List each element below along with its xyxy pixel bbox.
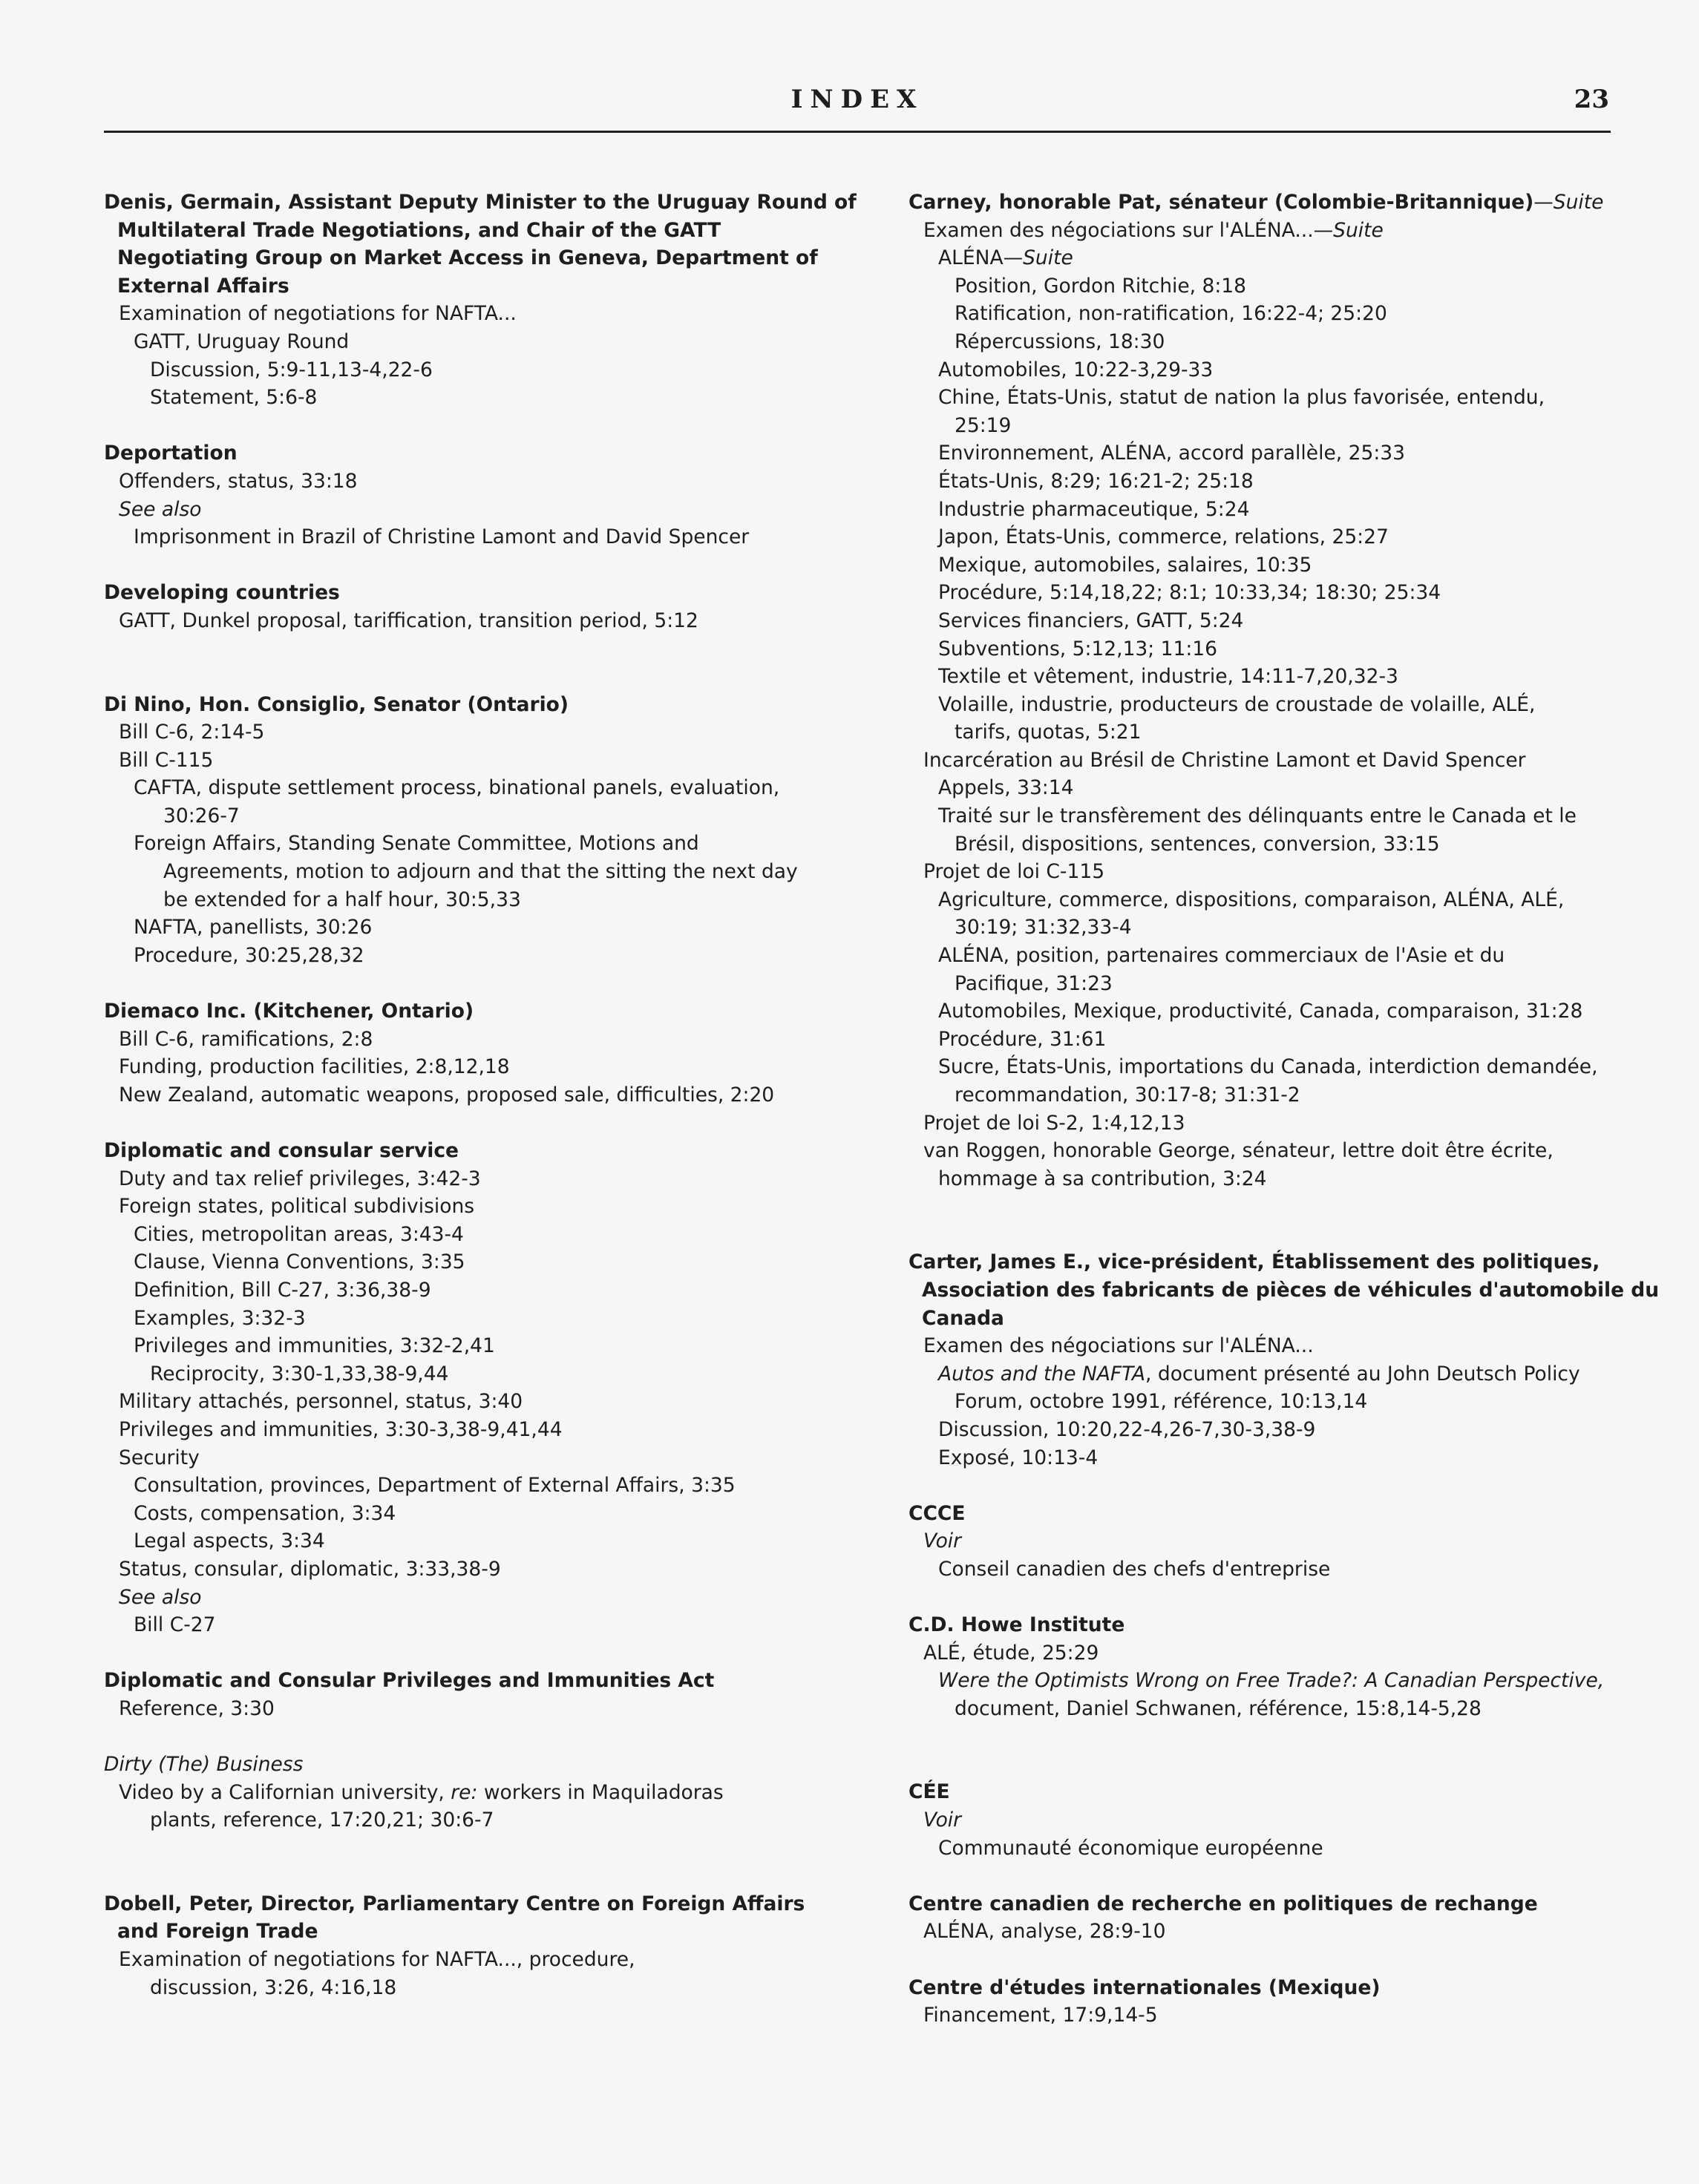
entry-text: Bill C-6, ramifications, 2:8	[119, 1027, 373, 1051]
entry-text: plants, reference, 17:20,21; 30:6-7	[150, 1808, 494, 1832]
entry-text: Industrie pharmaceutique, 5:24	[938, 497, 1250, 521]
entry-text: Reciprocity, 3:30-1,33,38-9,44	[150, 1362, 449, 1386]
entry-text: Brésil, dispositions, sentences, conversion, 33:15	[955, 832, 1440, 856]
entry-text: See also	[119, 497, 202, 521]
entry-text: GATT, Dunkel proposal, tariffication, transition period, 5:12	[119, 609, 698, 632]
entry-text: Military attachés, personnel, status, 3:40	[119, 1390, 523, 1414]
index-subentry	[104, 328, 846, 356]
index-subentry	[104, 1611, 846, 1639]
index-subentry	[909, 1109, 1640, 1138]
entry-text: Centre d'études internationales (Mexique)	[909, 1975, 1381, 1999]
entry-text: Diplomatic and Consular Privileges and Immunities Act	[104, 1669, 715, 1693]
index-heading	[909, 1611, 1640, 1639]
entry-text: Traité sur le transfèrement des délinquants entre le Canada et le	[938, 804, 1577, 828]
entry-text: Funding, production facilities, 2:8,12,18	[119, 1055, 510, 1079]
index-subentry	[909, 802, 1640, 830]
index-subentry	[104, 1053, 846, 1081]
entry-text: NAFTA, panellists, 30:26	[134, 916, 373, 939]
index-heading	[104, 691, 846, 719]
entry-text: Ratification, non-ratification, 16:22-4; 25:20	[955, 302, 1387, 326]
entry-text: Clause, Vienna Conventions, 3:35	[134, 1250, 465, 1274]
entry-text: Japon, États-Unis, commerce, relations, 25:27	[938, 525, 1389, 549]
index-subentry	[909, 635, 1640, 663]
index-subentry	[104, 1360, 846, 1388]
entry-text: Definition, Bill C-27, 3:36,38-9	[134, 1278, 431, 1302]
entry-text: ALÉ, étude, 25:29	[923, 1641, 1099, 1665]
index-subentry	[104, 830, 846, 858]
index-heading	[909, 1890, 1640, 1918]
entry-text: Legal aspects, 3:34	[134, 1529, 325, 1553]
entry-text: Security	[119, 1446, 200, 1469]
index-subentry	[909, 1026, 1640, 1054]
entry-text: Conseil canadien des chefs d'entreprise	[938, 1557, 1331, 1581]
entry-spacer	[104, 1834, 846, 1890]
index-subentry	[909, 858, 1640, 886]
entry-text: Voir	[923, 1529, 962, 1553]
index-subentry	[104, 1555, 846, 1584]
entry-text: Multilateral Trade Negotiations, and Chair of the GATT	[117, 218, 721, 242]
index-subentry	[104, 496, 846, 524]
index-subentry	[104, 1081, 846, 1109]
index-subentry	[909, 328, 1640, 356]
index-subentry	[104, 1332, 846, 1360]
index-subentry	[909, 1137, 1640, 1165]
entry-text: ALÉNA	[938, 246, 1004, 270]
index-subentry	[104, 1388, 846, 1416]
entry-text: tarifs, quotas, 5:21	[955, 721, 1142, 744]
entry-text: Imprisonment in Brazil of Christine Lamont and David Spencer	[134, 525, 750, 549]
entry-text: Costs, compensation, 3:34	[134, 1501, 396, 1525]
entry-text: Agriculture, commerce, dispositions, comparaison, ALÉNA, ALÉ,	[938, 888, 1565, 911]
index-subentry	[909, 1834, 1640, 1863]
entry-spacer	[909, 1862, 1640, 1890]
entry-text: Bill C-6, 2:14-5	[119, 721, 265, 744]
entry-text: Examen des négociations sur l'ALÉNA...	[923, 1334, 1314, 1358]
entry-text: Diplomatic and consular service	[104, 1139, 459, 1162]
index-subentry	[909, 997, 1640, 1026]
index-subentry	[909, 1165, 1640, 1193]
index-heading	[104, 1667, 846, 1695]
entry-text: Textile et vêtement, industrie, 14:11-7,20,32-3	[938, 665, 1398, 689]
index-heading	[909, 1276, 1660, 1305]
index-subentry	[104, 747, 846, 775]
entry-text: Examination of negotiations for NAFTA...	[119, 302, 517, 326]
index-subentry	[909, 272, 1640, 301]
index-subentry	[104, 914, 846, 942]
entry-text: Foreign Affairs, Standing Senate Committee, Motions and	[134, 832, 699, 856]
index-heading	[104, 1918, 846, 1946]
index-subentry	[104, 384, 846, 412]
entry-text: Procédure, 5:14,18,22; 8:1; 10:33,34; 18:30; 25:34	[938, 581, 1441, 605]
entry-spacer	[909, 1472, 1640, 1500]
entry-text: Cities, metropolitan areas, 3:43-4	[134, 1222, 464, 1246]
entry-text: Association des fabricants de pièces de véhicules d'automobile du	[922, 1278, 1660, 1302]
index-subentry	[909, 551, 1640, 580]
index-heading	[104, 272, 846, 301]
entry-text: Dobell, Peter, Director, Parliamentary Centre on Foreign Affairs	[104, 1892, 805, 1915]
index-heading	[909, 1974, 1640, 2002]
entry-text: Statement, 5:6-8	[150, 386, 318, 410]
entry-text: van Roggen, honorable George, sénateur, lettre doit être écrite,	[923, 1139, 1554, 1163]
page-number: 23	[1574, 85, 1609, 114]
index-subentry	[909, 579, 1640, 607]
page-title: INDEX	[790, 85, 924, 114]
entry-text: Environnement, ALÉNA, accord parallèle, 25:33	[938, 442, 1405, 465]
index-subentry	[104, 1584, 846, 1612]
index-subentry: Video by a Californian university, re: workers in Maquiladoras	[119, 1780, 724, 1804]
index-subentry	[104, 468, 846, 496]
index-subentry	[909, 886, 1640, 914]
index-subentry	[909, 718, 1640, 747]
continued-suffix: —Suite	[1313, 218, 1384, 242]
index-subentry	[909, 356, 1640, 384]
index-subentry	[909, 970, 1640, 998]
entry-text: Procedure, 30:25,28,32	[134, 943, 364, 967]
index-heading	[104, 188, 857, 217]
index-heading	[909, 1305, 1640, 1333]
entry-text: Were the Optimists Wrong on Free Trade?: A Canadian Perspective,	[938, 1669, 1605, 1693]
index-heading	[104, 1890, 846, 1918]
index-subentry	[909, 1416, 1640, 1444]
entry-text: Incarcération au Brésil de Christine Lamont et David Spencer	[923, 748, 1526, 772]
entry-text: discussion, 3:26, 4:16,18	[150, 1975, 397, 1999]
entry-spacer	[909, 1946, 1640, 1974]
index-heading	[104, 244, 846, 272]
entry-text: Bill C-27	[134, 1613, 216, 1637]
entry-spacer	[909, 1584, 1640, 1612]
index-subentry	[104, 718, 846, 747]
entry-text: Dirty (The) Business	[104, 1753, 304, 1777]
entry-spacer	[104, 1722, 846, 1751]
entry-text: GATT, Uruguay Round	[134, 329, 350, 353]
index-subentry	[104, 1806, 846, 1834]
entry-text: be extended for a half hour, 30:5,33	[163, 888, 521, 911]
index-subentry	[909, 523, 1640, 551]
index-subentry	[909, 439, 1640, 468]
index-heading	[104, 439, 846, 468]
entry-text: Appels, 33:14	[938, 776, 1074, 800]
index-heading	[909, 188, 1640, 217]
index-heading	[104, 997, 846, 1026]
entry-text: Di Nino, Hon. Consiglio, Senator (Ontario)	[104, 692, 569, 716]
entry-text: Mexique, automobiles, salaires, 10:35	[938, 553, 1312, 577]
entry-text: Reference, 3:30	[119, 1696, 275, 1720]
index-subentry	[909, 1444, 1640, 1472]
entry-text: Denis, Germain, Assistant Deputy Minister to the Uruguay Round of	[104, 191, 857, 214]
entry-text: document, Daniel Schwanen, référence, 15:8,14-5,28	[955, 1696, 1482, 1720]
index-subentry	[909, 300, 1640, 328]
index-subentry	[909, 914, 1640, 942]
entry-text: New Zealand, automatic weapons, proposed sale, difficulties, 2:20	[119, 1083, 775, 1106]
entry-text: 30:19; 31:32,33-4	[955, 916, 1132, 939]
index-subentry	[909, 607, 1640, 635]
entry-text: and Foreign Trade	[117, 1920, 318, 1944]
entry-text: Carney, honorable Pat, sénateur (Colombie-Britannique)	[909, 191, 1534, 214]
index-subentry	[909, 412, 1640, 440]
index-subentry	[104, 1695, 846, 1723]
entry-spacer	[104, 551, 846, 580]
italic-title: Autos and the NAFTA	[938, 1362, 1146, 1386]
entry-text: CCCE	[909, 1501, 966, 1525]
index-heading	[104, 1137, 846, 1165]
index-subentry	[909, 774, 1640, 802]
index-subentry	[909, 830, 1640, 859]
entry-text: Projet de loi S-2, 1:4,12,13	[923, 1111, 1185, 1135]
index-subentry	[104, 1221, 846, 1249]
index-subentry	[909, 942, 1640, 970]
index-subentry	[909, 2001, 1640, 2030]
entry-text: Discussion, 10:20,22-4,26-7,30-3,38-9	[938, 1417, 1316, 1441]
index-subentry	[909, 1918, 1640, 1946]
entry-text: C.D. Howe Institute	[909, 1613, 1125, 1637]
entry-text: Examen des négociations sur l'ALÉNA...	[923, 218, 1314, 242]
entry-text: Automobiles, 10:22-3,29-33	[938, 358, 1214, 381]
entry-text: See also	[119, 1585, 202, 1609]
entry-text: Deportation	[104, 442, 238, 465]
entry-text: ALÉNA, position, partenaires commerciaux de l'Asie et du	[938, 944, 1505, 968]
entry-text: CAFTA, dispute settlement process, binational panels, evaluation,	[134, 776, 780, 800]
entry-text: Pacifique, 31:23	[955, 971, 1113, 995]
entry-text: Position, Gordon Ritchie, 8:18	[955, 274, 1247, 298]
continued-suffix: —Suite	[1533, 191, 1604, 214]
entry-text: Volaille, industrie, producteurs de croustade de volaille, ALÉ,	[938, 692, 1536, 716]
index-subentry	[909, 691, 1640, 719]
page-header	[104, 82, 1611, 133]
entry-text: Financement, 17:9,14-5	[923, 2004, 1158, 2027]
index-subentry	[909, 1388, 1640, 1416]
index-subentry	[104, 1416, 846, 1444]
index-subentry	[104, 942, 846, 970]
entry-text: Répercussions, 18:30	[955, 329, 1165, 353]
entry-text: 25:19	[955, 413, 1012, 437]
index-subentry	[104, 858, 846, 886]
entry-spacer	[104, 969, 846, 997]
entry-text: Automobiles, Mexique, productivité, Canada, comparaison, 31:28	[938, 1000, 1583, 1023]
entry-text: Agreements, motion to adjourn and that the sitting the next day	[163, 860, 798, 884]
entry-spacer	[104, 1109, 846, 1137]
index-subentry	[104, 1444, 846, 1472]
entry-text: Voir	[923, 1808, 962, 1832]
index-subentry	[104, 300, 846, 328]
entry-spacer	[909, 1193, 1640, 1248]
index-subentry	[104, 607, 846, 635]
entry-text: Privileges and immunities, 3:30-3,38-9,41,44	[119, 1417, 563, 1441]
entry-text: Subventions, 5:12,13; 11:16	[938, 637, 1218, 660]
entry-text: Discussion, 5:9-11,13-4,22-6	[150, 358, 433, 381]
entry-text: Carter, James E., vice-président, Établissement des politiques,	[909, 1250, 1600, 1274]
index-column-right	[909, 188, 1660, 2030]
index-subentry	[909, 1332, 1640, 1360]
index-subentry	[909, 468, 1640, 496]
index-subentry	[909, 1667, 1640, 1695]
entry-text: Procédure, 31:61	[938, 1027, 1107, 1051]
entry-text: Diemaco Inc. (Kitchener, Ontario)	[104, 1000, 474, 1023]
entry-text: Developing countries	[104, 581, 340, 605]
entry-text: Duty and tax relief privileges, 3:42-3	[119, 1167, 481, 1190]
index-heading	[909, 1248, 1640, 1276]
entry-text: Canada	[922, 1306, 1004, 1330]
entry-text: Centre canadien de recherche en politiques de rechange	[909, 1892, 1538, 1915]
entry-text: hommage à sa contribution, 3:24	[938, 1167, 1267, 1190]
index-column-left	[104, 188, 857, 2001]
index-subentry	[104, 1305, 846, 1333]
index-subentry	[104, 523, 846, 551]
index-subentry	[104, 1165, 846, 1193]
entry-text: 30:26-7	[163, 804, 240, 827]
index-heading	[909, 1778, 1640, 1806]
entry-text: Bill C-115	[119, 748, 214, 772]
entry-text: Foreign states, political subdivisions	[119, 1195, 475, 1219]
index-subentry	[909, 496, 1640, 524]
entry-text: External Affairs	[117, 274, 289, 298]
italic-word: re:	[451, 1780, 478, 1804]
index-subentry	[104, 1974, 846, 2002]
entry-text: Communauté économique européenne	[938, 1836, 1323, 1860]
index-subentry	[909, 1527, 1640, 1555]
entry-text: Negotiating Group on Market Access in Geneva, Department of	[117, 246, 818, 270]
entry-text: CÉE	[909, 1780, 950, 1804]
index-subentry: Autos and the NAFTA, document présenté au John Deutsch Policy	[938, 1362, 1580, 1386]
index-subentry	[104, 1026, 846, 1054]
entry-spacer	[909, 1722, 1640, 1778]
index-subentry	[104, 1527, 846, 1555]
entry-spacer	[104, 412, 846, 440]
index-subentry	[104, 886, 846, 914]
entry-spacer	[104, 1639, 846, 1667]
entry-text: Sucre, États-Unis, importations du Canada, interdiction demandée,	[938, 1055, 1598, 1079]
entry-text: États-Unis, 8:29; 16:21-2; 25:18	[938, 469, 1254, 493]
index-subentry	[909, 663, 1640, 691]
entry-text: Consultation, provinces, Department of External Affairs, 3:35	[134, 1474, 736, 1498]
entry-text: Offenders, status, 33:18	[119, 469, 358, 493]
entry-text: recommandation, 30:17-8; 31:31-2	[955, 1083, 1300, 1106]
index-heading	[909, 1500, 1640, 1528]
index-subentry	[909, 1695, 1640, 1723]
continued-suffix: —Suite	[1003, 246, 1073, 270]
entry-text: Examples, 3:32-3	[134, 1306, 306, 1330]
entry-text: Privileges and immunities, 3:32-2,41	[134, 1334, 495, 1358]
index-subentry	[909, 747, 1640, 775]
entry-text: Status, consular, diplomatic, 3:33,38-9	[119, 1557, 501, 1581]
entry-text: Exposé, 10:13-4	[938, 1446, 1099, 1469]
index-subentry	[104, 1751, 846, 1779]
index-subentry	[909, 1081, 1640, 1109]
index-subentry	[909, 1053, 1640, 1081]
index-subentry	[909, 1806, 1640, 1834]
index-subentry	[104, 1472, 846, 1500]
entry-text: Examination of negotiations for NAFTA..., procedure,	[119, 1948, 635, 1972]
index-subentry	[104, 1946, 846, 1974]
entry-text: ALÉNA, analyse, 28:9-10	[923, 1920, 1166, 1944]
index-subentry	[104, 1193, 846, 1221]
index-subentry	[104, 356, 846, 384]
index-subentry	[909, 217, 1640, 245]
index-subentry	[909, 384, 1640, 412]
index-subentry	[104, 1276, 846, 1305]
index-subentry	[909, 244, 1640, 272]
index-heading	[104, 579, 846, 607]
index-subentry	[104, 802, 846, 830]
index-subentry	[104, 1500, 846, 1528]
entry-text: Projet de loi C-115	[923, 860, 1105, 884]
index-subentry	[909, 1639, 1640, 1667]
entry-text: Services financiers, GATT, 5:24	[938, 609, 1244, 632]
entry-text: Chine, États-Unis, statut de nation la plus favorisée, entendu,	[938, 386, 1545, 410]
index-subentry	[909, 1555, 1640, 1584]
index-heading	[104, 217, 846, 245]
entry-text: Forum, octobre 1991, référence, 10:13,14	[955, 1390, 1368, 1414]
entry-spacer	[104, 635, 846, 691]
index-subentry	[104, 1248, 846, 1276]
index-subentry	[104, 774, 846, 802]
